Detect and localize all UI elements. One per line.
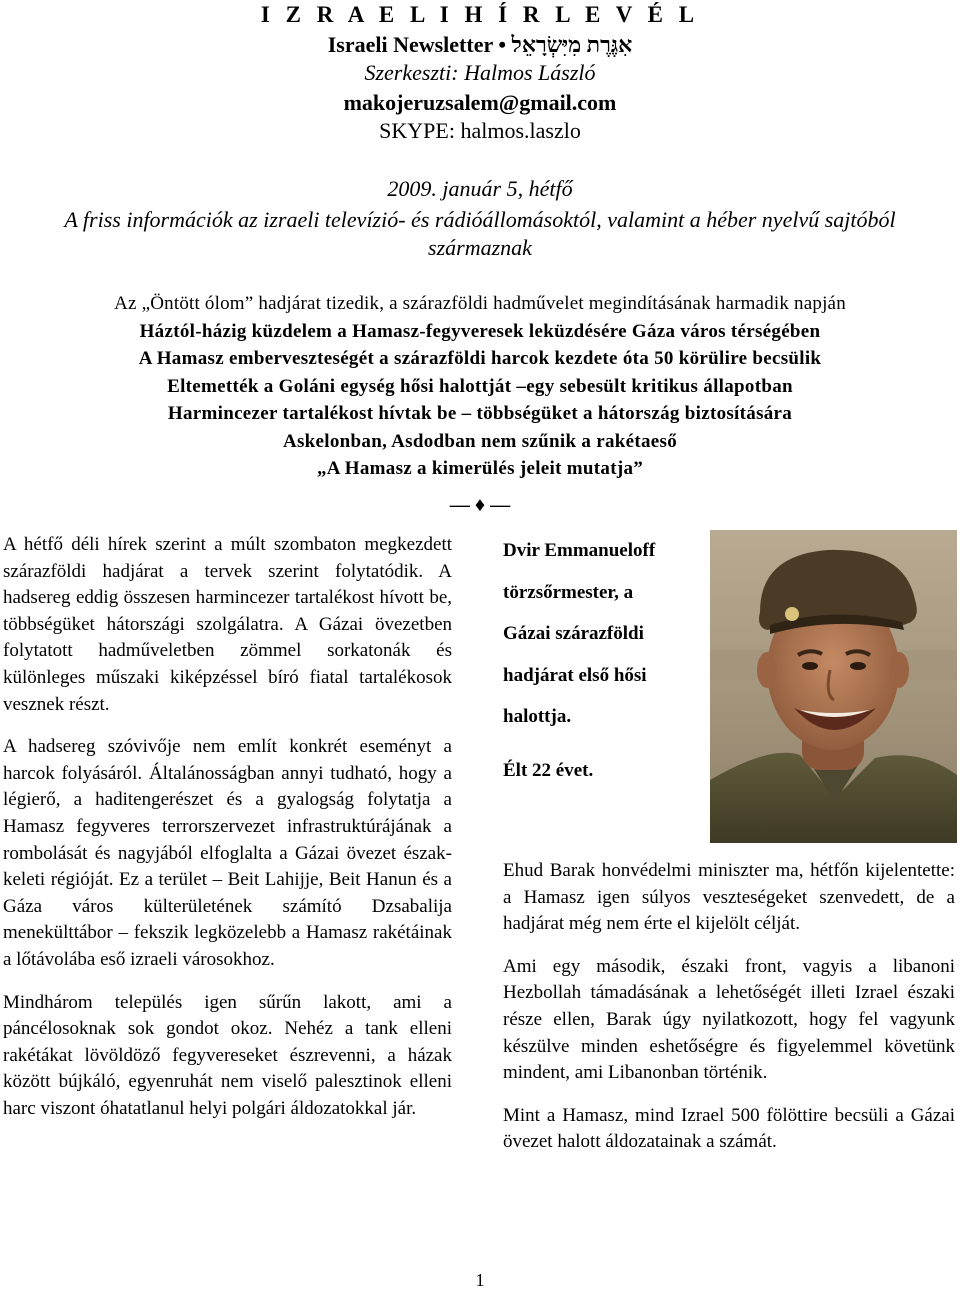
paragraph: Mint a Hamasz, mind Izrael 500 fölöttire becsüli a Gázai övezet halott áldozatainak a számát. xyxy=(503,1104,955,1153)
caption-line: hadjárat első hősi xyxy=(503,664,647,686)
paragraph: Ami egy második, északi front, vagyis a libanoni Hezbollah támadásának a lehetőségét illeti Izrael északi része ellen, Barak úgy nyilatkozott, hogy fel vagyunk készülve minden eshetőségre és figyelemmel követünk mindent, ami Libanonban történik. xyxy=(503,955,955,1084)
page-number: 1 xyxy=(475,1270,485,1290)
caption-line: Dvir Emmanueloff xyxy=(503,540,656,561)
paragraph: A hadsereg szóvivője nem említ konkrét eseményt a harcok folyásáról. Általánosságban annyi tudható, hogy a légierő, a haditengerészet és a gyalogság folytatja a Hamasz fegyveres terrorszervezet infrastruktúrájának a rombolását és nagyjából elfoglalta a Gázai övezet észak-keleti régióját. Ez a terület – Beit Lahijje, Beit Hanun és a Gáza város külterületének számító Dzsabalija menekülttábor – fekszik legközelebb a Hamasz rakétáinak a lőtávolába eső izraeli városokhoz. xyxy=(3,736,452,970)
headline: „A Hamasz a kimerülés jeleit mutatja” xyxy=(316,458,644,479)
headline: A Hamasz emberveszteségét a szárazföldi harcok kezdete óta 50 körülire becsülik xyxy=(138,348,822,369)
headline: Askelonban, Asdodban nem szűnik a rakétaeső xyxy=(282,430,678,452)
newsletter-subtitle: Israeli Newsletter • אִגֶּרֶת מִיִּשְׂרָאֵל xyxy=(327,32,633,57)
caption-line: törzsőrmester, a xyxy=(503,581,634,603)
editor-line: Szerkeszti: Halmos László xyxy=(364,60,596,85)
newsletter-title: I Z R A E L I H Í R L E V É L xyxy=(260,2,700,27)
paragraph: Ehud Barak honvédelmi miniszter ma, hétfőn kijelentette: a Hamasz igen súlyos veszteségeket szenvedett, de a hadjárat még nem érte el kijelölt célját. xyxy=(503,860,955,935)
source-note: A friss információk az izraeli televízió- és rádióállomásoktól, valamint a héber nyelvű sajtóból származnak xyxy=(64,207,896,260)
headline: Eltemették a Goláni egység hősi halottját –egy sebesült kritikus állapotban xyxy=(167,375,793,397)
caption-age: Élt 22 évet. xyxy=(503,759,594,781)
paragraph: Mindhárom település igen sűrűn lakott, ami a páncélosoknak sok gondot okoz. Nehéz a tank elleni rakétákat lövöldöző fegyvereseket észrevenni, a házak között bújkáló, egyenruhát nem viselő palesztinok elleni harc viszont óhatatlanul helyi polgári áldozatokkal jár. xyxy=(3,991,452,1119)
headline: Harmincezer tartalékost hívtak be – többségüket a hátország biztosítására xyxy=(167,403,793,424)
caption-line: halottja. xyxy=(503,706,572,727)
paragraph: A hétfő déli hírek szerint a múlt szombaton megkezdett szárazföldi hadjárat a tervek szerint folytatódik. A hadsereg eddig összesen harmincezer tartalékost hívott be, többségüket hátországi szolgálatra. A Gázai övezetben folytatott hadműveletben zömmel sorkatonák és különleges műszaki kiképzéssel bíró fiatal tartalékosok vesznek részt. xyxy=(3,534,452,715)
contact-skype: SKYPE: halmos.laszlo xyxy=(379,118,581,143)
right-column xyxy=(503,858,955,1172)
section-divider: — ♦ — xyxy=(449,494,511,516)
soldier-portrait-photo xyxy=(710,530,957,843)
dateline: 2009. január 5, hétfő xyxy=(387,176,573,201)
contact-email: makojeruzsalem@gmail.com xyxy=(343,90,617,115)
left-column xyxy=(3,532,452,1138)
caption-line: Gázai szárazföldi xyxy=(503,623,644,644)
photo-caption xyxy=(503,530,713,791)
headline: Az „Öntött ólom” hadjárat tizedik, a szárazföldi hadművelet megindításának harmadik napján xyxy=(114,293,846,314)
headline: Háztól-házig küzdelem a Hamasz-fegyveresek leküzdésére Gáza város térségében xyxy=(139,320,821,342)
headlines-block xyxy=(20,290,940,483)
